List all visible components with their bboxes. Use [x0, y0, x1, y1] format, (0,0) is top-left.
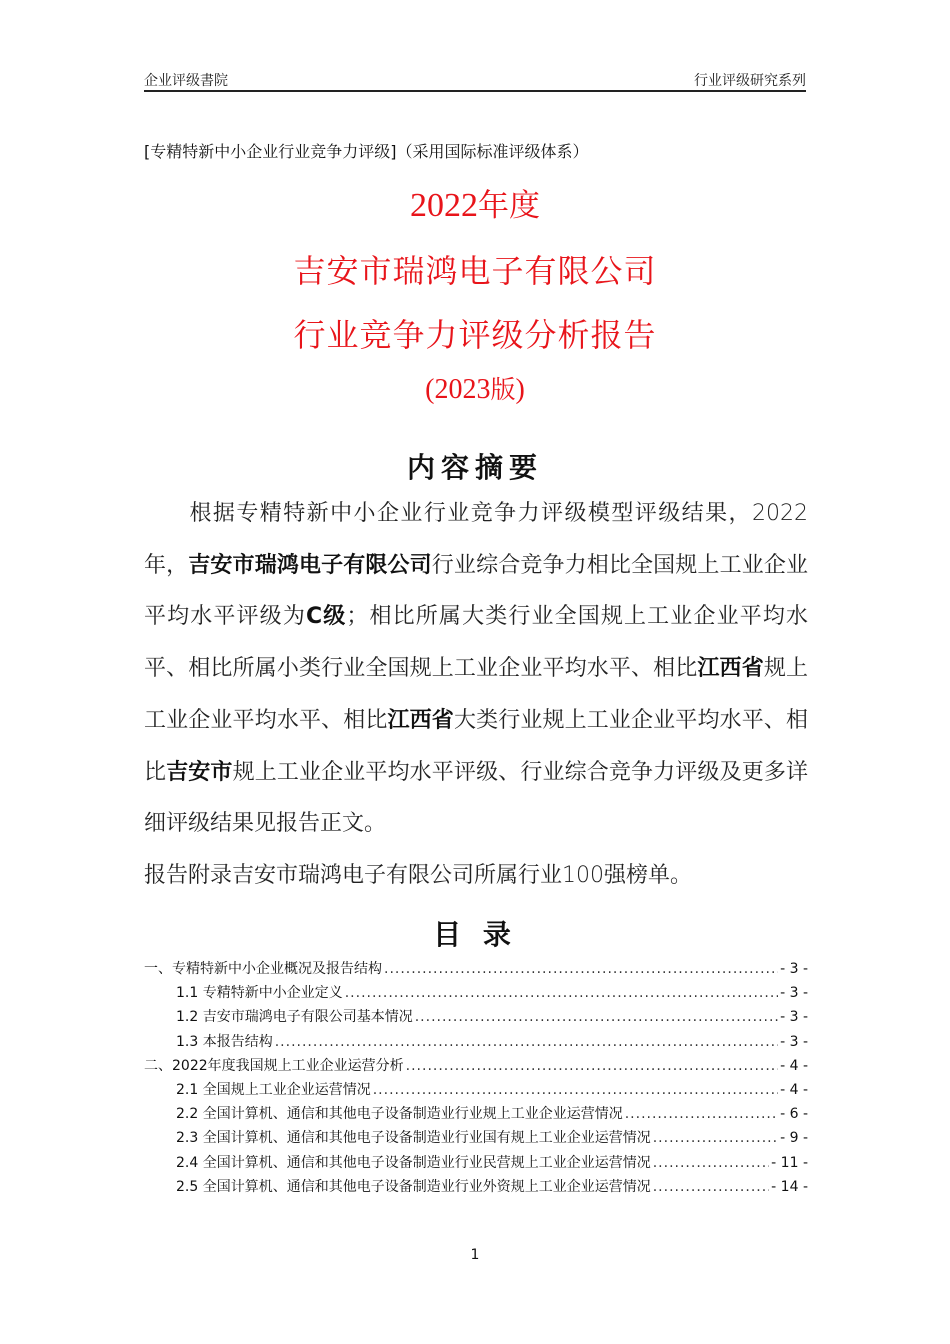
toc-page: - 14 -	[771, 1178, 808, 1195]
abstract-text: 规上工业企业平均水平评级、行业综合竞争力评级及更多详细评级结果见报告正文。	[144, 759, 808, 837]
toc-label: 2.5 全国计算机、通信和其他电子设备制造业行业外资规上工业企业运营情况	[176, 1178, 651, 1195]
toc-label: 2.3 全国计算机、通信和其他电子设备制造业行业国有规上工业企业运营情况	[176, 1130, 651, 1147]
title-report: 行业竞争力评级分析报告	[293, 316, 657, 354]
province-bold: 江西省	[697, 656, 764, 682]
toc-page: - 4 -	[780, 1081, 808, 1098]
toc-item[interactable]	[144, 1079, 808, 1103]
abstract-body	[144, 488, 808, 902]
city-bold: 吉安市	[166, 759, 233, 785]
toc-label: 1.3 本报告结构	[176, 1033, 273, 1050]
edition-close: )	[515, 374, 525, 405]
edition-label: 版	[490, 375, 516, 404]
page-number: 1	[470, 1247, 480, 1263]
toc-leader	[653, 1179, 769, 1195]
title-edition	[0, 370, 950, 406]
header-publisher: 企业评级書院	[144, 73, 228, 89]
toc-label: 2.4 全国计算机、通信和其他电子设备制造业行业民营规上工业企业运营情况	[176, 1154, 651, 1171]
toc-item[interactable]	[144, 1176, 808, 1200]
abstract-paragraph-2: 报告附录吉安市瑞鸿电子有限公司所属行业100强榜单。	[144, 862, 692, 888]
toc-item[interactable]	[144, 958, 808, 982]
table-of-contents	[144, 958, 808, 1200]
abstract-text: ；相比所属大类行业全国规上工业企业平均水平、相比所属小类行业全国规上工业企业平均水平、相比	[144, 604, 808, 682]
grade-bold: C级	[305, 604, 347, 630]
toc-heading: 目 录	[433, 918, 517, 951]
toc-leader	[373, 1082, 778, 1098]
page-header	[144, 68, 806, 92]
toc-page: - 3 -	[780, 1033, 808, 1050]
toc-page: - 3 -	[780, 1009, 808, 1026]
toc-leader	[653, 1155, 769, 1171]
toc-label: 2.2 全国计算机、通信和其他电子设备制造业行业规上工业企业运营情况	[176, 1106, 623, 1123]
abstract-text: 根据专精特新中小企业行业竞争力评级模型评级结果，2022年，	[144, 501, 808, 578]
title-company: 吉安市瑞鸿电子有限公司	[293, 252, 657, 290]
toc-leader	[275, 1034, 778, 1050]
toc-item[interactable]	[144, 1006, 808, 1030]
toc-label: 二、2022年度我国规上工业企业运营分析	[144, 1057, 404, 1074]
report-series-line: [专精特新中小企业行业竞争力评级]（采用国际标准评级体系）	[144, 142, 589, 161]
toc-item[interactable]	[144, 1103, 808, 1127]
toc-item[interactable]	[144, 1055, 808, 1079]
toc-item[interactable]	[144, 1127, 808, 1151]
toc-page: - 9 -	[780, 1130, 808, 1147]
toc-leader	[653, 1130, 778, 1146]
edition-open: (2023	[425, 374, 491, 405]
toc-leader	[406, 1058, 778, 1074]
toc-page: - 11 -	[771, 1154, 808, 1171]
toc-label: 1.1 专精特新中小企业定义	[176, 985, 343, 1002]
toc-page: - 3 -	[780, 961, 808, 977]
toc-leader	[345, 985, 778, 1001]
title-year-suffix: 年度	[478, 188, 540, 224]
abstract-text: 大类行业规上工业企业平均水平、相比	[144, 707, 808, 785]
toc-label: 1.2 吉安市瑞鸿电子有限公司基本情况	[176, 1009, 413, 1026]
province-bold: 江西省	[387, 707, 454, 733]
title-year	[0, 180, 950, 225]
toc-leader	[625, 1106, 778, 1122]
title-year-number: 2022	[410, 187, 478, 224]
toc-page: - 3 -	[780, 985, 808, 1002]
toc-leader	[384, 961, 778, 977]
company-name-bold: 吉安市瑞鸿电子有限公司	[188, 552, 432, 578]
header-series: 行业评级研究系列	[694, 73, 806, 89]
abstract-text: 行业综合竞争力相比全国规上工业企业平均水平评级为	[144, 552, 808, 630]
toc-leader	[415, 1009, 778, 1025]
toc-item[interactable]	[144, 1031, 808, 1055]
toc-item[interactable]	[144, 982, 808, 1006]
toc-page: - 4 -	[780, 1057, 808, 1074]
abstract-heading: 内容摘要	[406, 451, 543, 484]
abstract-paragraph-1	[144, 488, 808, 850]
toc-item[interactable]	[144, 1152, 808, 1176]
toc-label: 一、专精特新中小企业概况及报告结构	[144, 961, 382, 977]
toc-page: - 6 -	[780, 1106, 808, 1123]
abstract-text: 规上工业企业平均水平、相比	[144, 656, 808, 733]
toc-label: 2.1 全国规上工业企业运营情况	[176, 1081, 371, 1098]
